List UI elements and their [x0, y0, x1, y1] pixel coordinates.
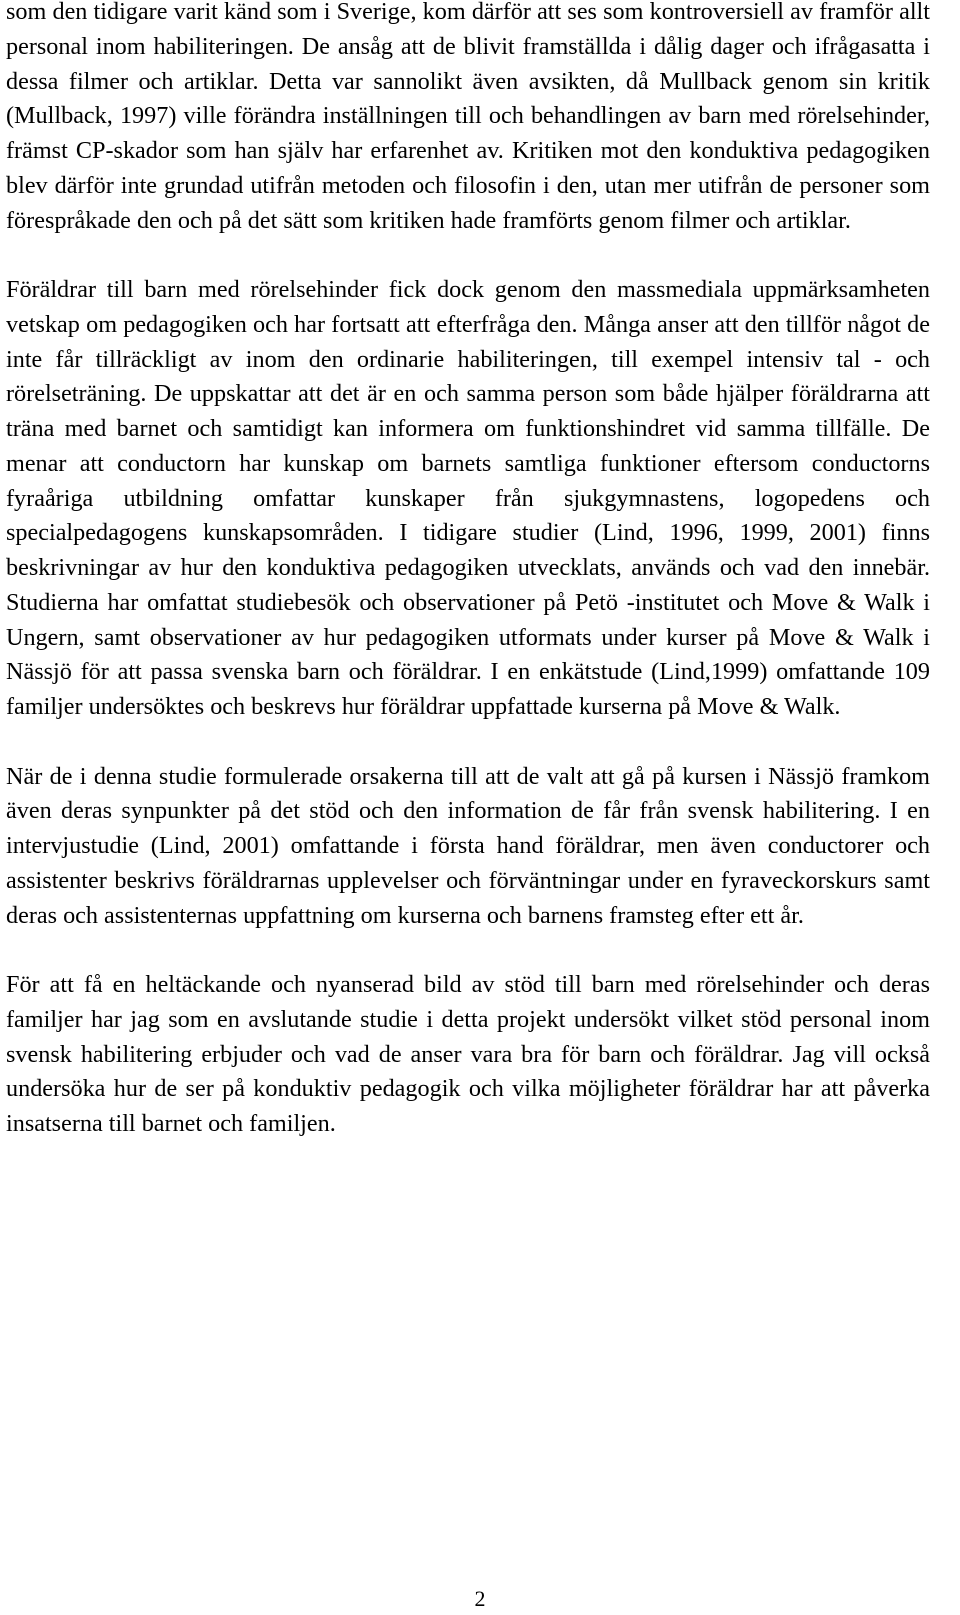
document-page: [6, 0, 930, 1142]
body-paragraph-1: som den tidigare varit känd som i Sverige, kom därför att ses som kontroversiell av framför allt personal inom habiliteringen. De ansåg att de blivit framställda i dålig dager och ifrågasatta i dessa filmer och artiklar. Detta var sannolikt även avsikten, då Mullback genom sin kritik (Mullback, 1997) ville förändra inställningen till och behandlingen av barn med rörelsehinder, främst CP-skador som han själv har erfarenhet av. Kritiken mot den konduktiva pedagogiken blev därför inte grundad utifrån metoden och filosofin i den, utan mer utifrån de personer som förespråkade den och på det sätt som kritiken hade framförts genom filmer och artiklar.: [6, 0, 930, 234]
page-number: 2: [474, 1586, 486, 1611]
body-paragraph-3: När de i denna studie formulerade orsakerna till att de valt att gå på kursen i Nässjö framkom även deras synpunkter på det stöd och den information de får från svensk habilitering. I en intervjustudie (Lind, 2001) omfattande i första hand föräldrar, men även conductorer och assistenter beskrivs föräldrarnas upplevelser och förväntningar under en fyraveckorskurs samt deras och assistenternas uppfattning om kurserna och barnens framsteg efter ett år.: [6, 762, 930, 929]
body-paragraph-2: Föräldrar till barn med rörelsehinder fick dock genom den massmediala uppmärksamheten vetskap om pedagogiken och har fortsatt att efterfråga den. Många anser att den tillför något de inte får tillräckligt av inom den ordinarie habiliteringen, till exempel intensiv tal - och rörelseträning. De uppskattar att det är en och samma person som både hjälper föräldrarna att träna med barnet och samtidigt kan informera om funktionshindret vid samma tillfälle. De menar att conductorn har kunskap om barnets samtliga funktioner eftersom conductorns fyraåriga utbildning omfattar kunskaper från sjukgymnastens, logopedens och specialpedagogens kunskapsområden. I tidigare studier (Lind, 1996, 1999, 2001) finns beskrivningar av hur den konduktiva pedagogiken utvecklats, används och vad den innebär. Studierna har omfattat studiebesök och observationer på Petö -institutet och Move & Walk i Ungern, samt observationer av hur pedagogiken utformats under kurser på Move & Walk i Nässjö för att passa svenska barn och föräldrar. I en enkätstude (Lind,1999) omfattande 109 familjer undersöktes och beskrevs hur föräldrar uppfattade kurserna på Move & Walk.: [6, 276, 930, 720]
body-paragraph-4: För att få en heltäckande och nyanserad bild av stöd till barn med rörelsehinder och deras familjer har jag som en avslutande studie i detta projekt undersökt vilket stöd personal inom svensk habilitering erbjuder och vad de anser vara bra för barn och föräldrar. Jag vill också undersöka hur de ser på konduktiv pedagogik och vilka möjligheter föräldrar har att påverka insatserna till barnet och familjen.: [6, 971, 930, 1137]
